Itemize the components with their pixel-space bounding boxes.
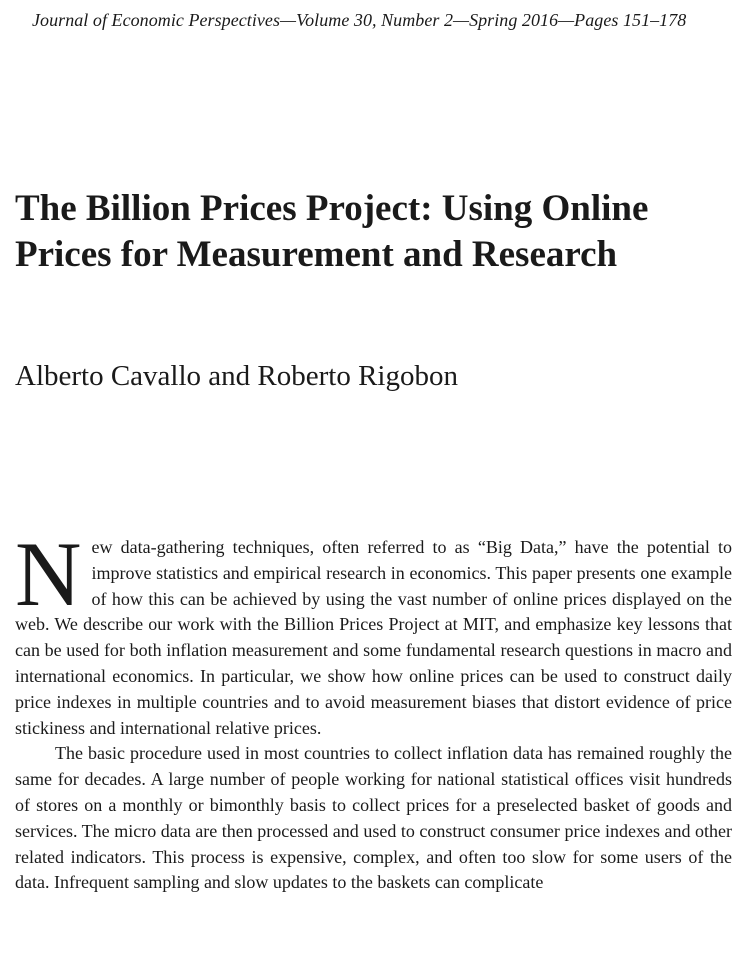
body-paragraph-1-text: ew data-gathering techniques, often referred to as “Big Data,” have the potential to improve statistics and empirical research in economics. This paper presents one example of how this can be achieved by using the vast number of online prices displayed on the web. We describe our work with the Billion Prices Project at MIT, and emphasize key lessons that can be used for both inflation measurement and some fundamental research questions in macro and international economics. In particular, we show how online prices can be used to construct daily price indexes in multiple countries and to avoid measurement biases that distort evidence of price stickiness and international relative prices. (15, 537, 732, 738)
body-paragraph-2: The basic procedure used in most countries to collect inflation data has remained roughly the same for decades. A large number of people working for national statistical offices visit hundreds of stores on a monthly or bimonthly basis to collect prices for a preselected basket of goods and services. The micro data are then processed and used to construct consumer price indexes and other related indicators. This process is expensive, complex, and often too slow for some users of the data. Infrequent sampling and slow updates to the baskets can complicate (15, 743, 732, 893)
drop-cap: N (15, 523, 82, 625)
article-body (15, 523, 732, 896)
running-head: Journal of Economic Perspectives—Volume 30, Number 2—Spring 2016—Pages 151–178 (32, 10, 687, 30)
article-title: The Billion Prices Project: Using Online Prices for Measurement and Research (15, 188, 649, 275)
body-paragraph-1 (15, 523, 732, 741)
article-authors: Alberto Cavallo and Roberto Rigobon (15, 360, 458, 392)
